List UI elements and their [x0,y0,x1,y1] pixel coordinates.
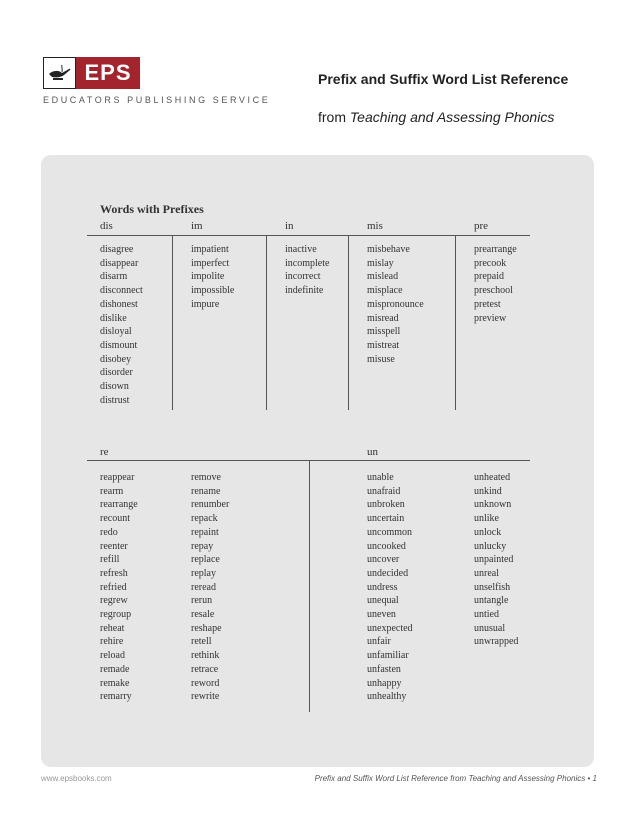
list-item: imperfect [191,257,230,269]
list-item: recount [100,513,130,525]
list-item: retell [191,636,212,648]
list-item: repaint [191,526,219,538]
list-item: uncooked [367,540,406,552]
list-item: precook [474,257,507,269]
footer-separator: • [587,774,591,783]
column-heading-in: in [285,220,294,232]
list-item: uncertain [367,513,405,525]
list-item: refried [100,581,127,593]
list-item: dishonest [100,298,138,310]
list-item: retrace [191,663,219,675]
list-item: unfamiliar [367,650,409,662]
list-item: rethink [191,650,220,662]
list-item: replace [191,554,220,566]
list-item: refresh [100,567,128,579]
list-item: disappear [100,257,139,269]
list-item: rerun [191,595,213,607]
list-item: unusual [474,622,506,634]
list-item: indefinite [285,285,324,297]
list-item: incomplete [285,257,330,269]
word-list-pre [474,243,517,325]
list-item: unheated [474,472,511,483]
list-item: unreal [474,567,499,579]
list-item: remade [100,663,130,675]
list-item: repay [191,540,214,552]
list-item: uneven [367,609,396,621]
section-title-prefixes: Words with Prefixes [100,202,204,216]
list-item: reshape [191,622,222,634]
column-heading-im: im [191,220,203,232]
list-item: disorder [100,367,133,379]
list-item: pretest [474,298,501,310]
list-item: unable [367,472,394,483]
list-item: replay [191,567,216,579]
list-item: incorrect [285,271,321,283]
word-list-dis [100,243,143,407]
list-item: remove [191,472,221,483]
list-item: disobey [100,353,132,365]
column-divider [348,235,349,410]
list-item: prearrange [474,244,517,255]
column-heading-mis: mis [367,220,383,232]
list-item: reload [100,650,125,662]
website-link[interactable]: www.epsbooks.com [41,774,112,783]
column-heading-re: re [100,446,109,458]
list-item: undecided [367,567,409,579]
list-item: unwrapped [474,636,519,648]
list-item: impolite [191,271,225,283]
list-item: untangle [474,595,509,607]
list-item: impatient [191,244,229,255]
list-item: reenter [100,540,128,552]
list-item: misspell [367,326,401,338]
list-item: renumber [191,499,230,511]
list-item: disloyal [100,326,132,338]
list-item: rearm [100,485,124,497]
prefixes-header-rule [87,235,530,236]
list-item: unknown [474,499,512,511]
subtitle-prefix: from [318,109,350,125]
list-item: reheat [100,622,125,634]
column-divider [309,460,310,712]
list-item: inactive [285,244,317,255]
list-item: disconnect [100,285,143,297]
list-item: distrust [100,394,130,406]
list-item: untied [474,609,499,621]
word-list-mis [367,243,424,366]
column-divider [455,235,456,410]
list-item: unlock [474,526,502,538]
list-item: repack [191,513,218,525]
list-item: mispronounce [367,298,424,310]
list-item: unafraid [367,485,401,497]
list-item: misbehave [367,244,410,255]
word-list-im [191,243,234,312]
list-item: redo [100,526,118,538]
list-item: mistreat [367,339,400,351]
column-heading-un: un [367,446,378,458]
list-item: reappear [100,472,135,483]
word-list-un-2 [474,471,518,649]
word-list-un-1 [367,471,413,704]
list-item: unexpected [367,622,413,634]
footer-reference [315,774,597,783]
list-item: dismount [100,339,138,351]
list-item: reword [191,677,220,689]
list-item: disagree [100,244,134,255]
list-item: preview [474,312,507,324]
list-item: mislay [367,257,394,269]
eps-logo [43,57,140,89]
word-list-in [285,243,329,298]
footer-reference-text: Prefix and Suffix Word List Reference from Teaching and Assessing Phonics [314,774,586,783]
page-title: Prefix and Suffix Word List Reference [318,71,569,87]
list-item: rename [191,485,221,497]
list-item: impure [191,298,220,310]
list-item: rewrite [191,691,220,703]
list-item: unlike [474,513,499,525]
list-item: rearrange [100,499,138,511]
book-title: Teaching and Assessing Phonics [349,109,555,125]
list-item: unkind [474,485,502,497]
list-item: refill [100,554,120,566]
list-item: prepaid [474,271,504,283]
list-item: unbroken [367,499,405,511]
list-item: reread [191,581,216,593]
list-item: uncommon [367,526,412,538]
column-divider [266,235,267,410]
list-item: unpainted [474,554,514,566]
list-item: unhappy [367,677,402,689]
list-item: unfair [367,636,391,648]
word-list-re-2 [191,471,229,704]
list-item: remarry [100,691,132,703]
list-item: misread [367,312,399,324]
list-item: preschool [474,285,513,297]
list-item: disarm [100,271,128,283]
list-item: misuse [367,353,395,365]
list-item: dislike [100,312,127,324]
column-divider [172,235,173,410]
list-item: unhealthy [367,691,407,703]
list-item: rehire [100,636,124,648]
list-item: remake [100,677,130,689]
lamp-icon [43,57,76,89]
page-subtitle [318,109,608,125]
list-item: regroup [100,609,132,621]
logo-text: EPS [76,57,140,89]
column-heading-dis: dis [100,220,113,232]
column-heading-pre: pre [474,220,489,232]
list-item: unequal [367,595,399,607]
list-item: disown [100,381,129,393]
list-item: mislead [367,271,399,283]
list-item: impossible [191,285,235,297]
list-item: unfasten [367,663,401,675]
list-item: undress [367,581,398,593]
page-number: 1 [592,774,597,783]
list-item: uncover [367,554,400,566]
list-item: unselfish [474,581,511,593]
list-item: regrew [100,595,128,607]
publisher-tagline: EDUCATORS PUBLISHING SERVICE [43,95,271,105]
list-item: misplace [367,285,403,297]
word-list-re-1 [100,471,138,704]
list-item: unlucky [474,540,507,552]
list-item: resale [191,609,215,621]
